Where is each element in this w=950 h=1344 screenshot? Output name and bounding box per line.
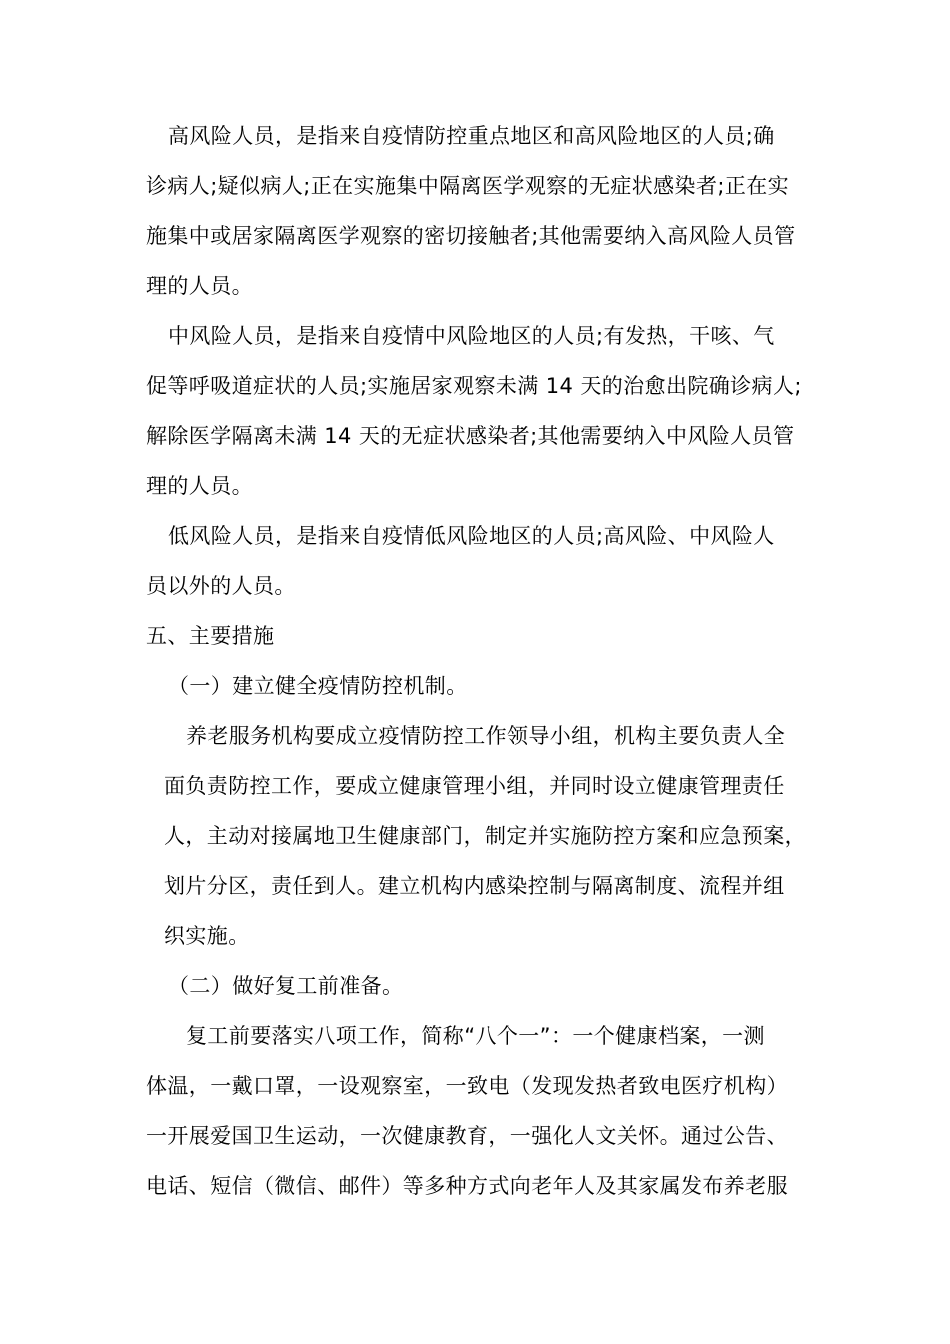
paragraph-line: 划片分区，责任到人。建立机构内感染控制与隔离制度、流程并组 (164, 874, 785, 898)
paragraph-line: 电话、短信（微信、邮件）等多种方式向老年人及其家属发布养老服 (146, 1174, 788, 1198)
subsection-heading: （一）建立健全疫情防控机制。 (168, 674, 468, 698)
subsection-heading: （二）做好复工前准备。 (168, 974, 404, 998)
paragraph-line: 理的人员。 (146, 474, 253, 498)
paragraph-line: 低风险人员，是指来自疫情低风险地区的人员;高风险、中风险人 (168, 524, 775, 548)
paragraph-line: 员以外的人员。 (146, 574, 296, 598)
paragraph-line: 复工前要落实八项工作，简称“八个一”：一个健康档案，一测 (186, 1024, 765, 1048)
paragraph-line: 织实施。 (164, 924, 250, 948)
paragraph-line: 诊病人;疑似病人;正在实施集中隔离医学观察的无症状感染者;正在实 (146, 174, 790, 198)
paragraph-line: 高风险人员，是指来自疫情防控重点地区和高风险地区的人员;确 (168, 124, 775, 148)
paragraph-line: 体温，一戴口罩，一设观察室，一致电（发现发热者致电医疗机构） (146, 1074, 788, 1098)
paragraph-line: 人，主动对接属地卫生健康部门，制定并实施防控方案和应急预案， (164, 824, 806, 848)
section-heading: 五、主要措施 (146, 624, 275, 648)
paragraph-line: 中风险人员，是指来自疫情中风险地区的人员;有发热，干咳、气 (168, 324, 775, 348)
paragraph-line: 解除医学隔离未满 14 天的无症状感染者;其他需要纳入中风险人员管 (146, 424, 795, 448)
paragraph-line: 理的人员。 (146, 274, 253, 298)
paragraph-line: 一开展爱国卫生运动，一次健康教育，一强化人文关怀。通过公告、 (146, 1124, 788, 1148)
paragraph-line: 面负责防控工作，要成立健康管理小组，并同时设立健康管理责任 (164, 774, 785, 798)
paragraph-line: 促等呼吸道症状的人员;实施居家观察未满 14 天的治愈出院确诊病人; (146, 374, 802, 398)
paragraph-line: 养老服务机构要成立疫情防控工作领导小组，机构主要负责人全 (186, 724, 786, 748)
paragraph-line: 施集中或居家隔离医学观察的密切接触者;其他需要纳入高风险人员管 (146, 224, 796, 248)
